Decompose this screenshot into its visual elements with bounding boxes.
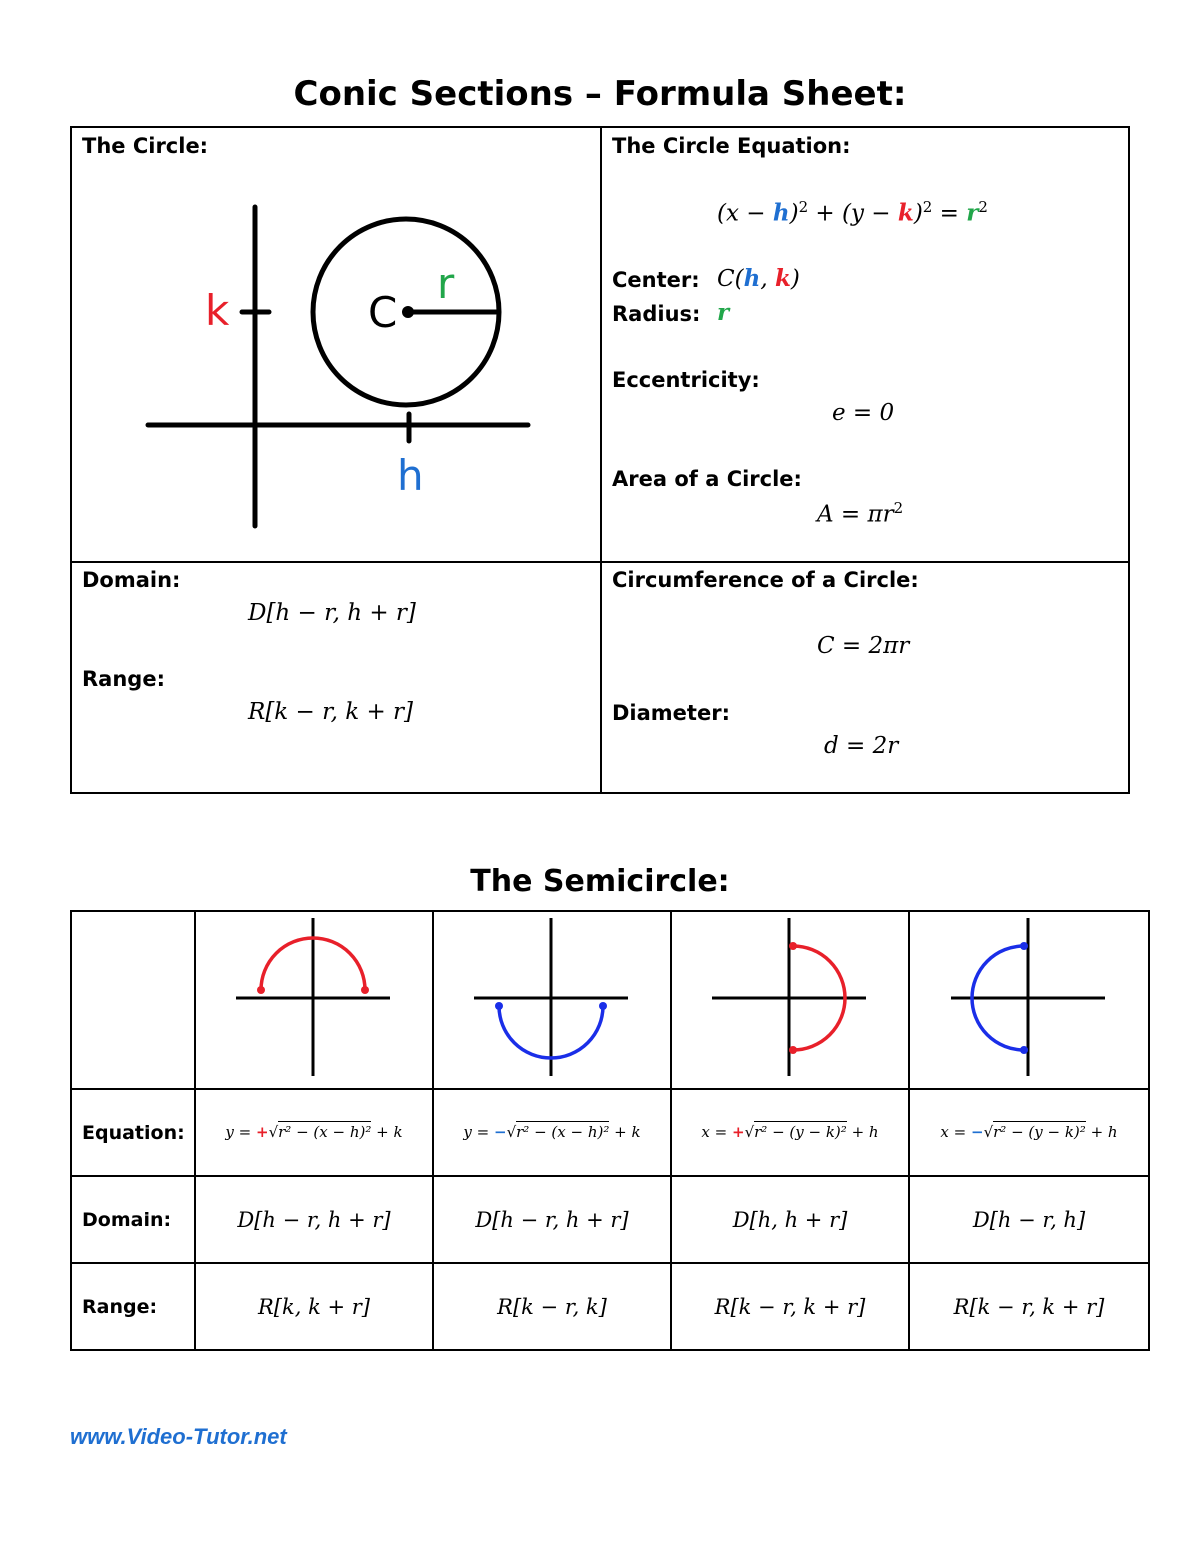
h-label: h xyxy=(397,451,424,500)
eq-part: ) xyxy=(913,200,923,227)
circle-heading: The Circle: xyxy=(82,134,209,158)
area-expr: A = πr xyxy=(817,501,894,528)
endpoint-dot xyxy=(1020,1046,1028,1054)
domain-row xyxy=(71,1176,1149,1263)
area-exp: 2 xyxy=(893,499,904,517)
circumference-value: C = 2πr xyxy=(817,633,910,659)
domain-row-label: Domain: xyxy=(71,1176,195,1263)
eq-exp: 2 xyxy=(798,198,809,216)
domain-value: D[h − r, h] xyxy=(972,1207,1086,1232)
domain-cell xyxy=(195,1176,433,1263)
eq-part: = xyxy=(932,200,967,227)
graph-cell xyxy=(433,911,671,1089)
graph-row xyxy=(71,911,1149,1089)
circle-formula-grid xyxy=(70,126,1130,794)
circle-equation xyxy=(717,198,988,227)
eccentricity-label: Eccentricity: xyxy=(612,368,760,392)
eq-exp: 2 xyxy=(922,198,933,216)
radius-label: Radius: xyxy=(612,302,701,326)
range-value: R[k − r, k + r] xyxy=(714,1294,866,1319)
diameter-label: Diameter: xyxy=(612,701,730,725)
graph-cell xyxy=(909,911,1149,1089)
semicircle-table xyxy=(70,910,1150,1351)
semicircle-graph-left xyxy=(911,912,1147,1083)
empty-header-cell xyxy=(71,911,195,1089)
semicircle-heading: The Semicircle: xyxy=(470,864,730,899)
equation-cell: y = −√r² − (x − h)² + k xyxy=(433,1089,671,1176)
center-k: k xyxy=(774,265,791,292)
domain-value: D[h, h + r] xyxy=(732,1207,848,1232)
grid-divider-horizontal xyxy=(72,561,1128,563)
endpoint-dot xyxy=(1020,942,1028,950)
area-label: Area of a Circle: xyxy=(612,467,802,491)
equation-cell: x = +√r² − (y − k)² + h xyxy=(671,1089,909,1176)
eq-part: (x − xyxy=(717,200,773,227)
eq-r: r xyxy=(966,199,979,227)
footer-link[interactable]: www.Video-Tutor.net xyxy=(70,1424,287,1449)
eq-tail: + h xyxy=(846,1123,879,1141)
center-part: C( xyxy=(717,266,744,292)
range-row-label: Range: xyxy=(71,1263,195,1350)
endpoint-dot xyxy=(789,1046,797,1054)
domain-cell xyxy=(909,1176,1149,1263)
range-cell xyxy=(195,1263,433,1350)
equation-row-label: Equation: xyxy=(71,1089,195,1176)
range-row xyxy=(71,1263,1149,1350)
radius-value: r xyxy=(717,299,730,326)
c-label: C xyxy=(368,288,398,337)
eq-part: + (y − xyxy=(808,200,898,227)
domain-label: Domain: xyxy=(82,568,181,592)
equation-cell: y = +√r² − (x − h)² + k xyxy=(195,1089,433,1176)
eq-k: k xyxy=(897,199,914,227)
eccentricity-value: e = 0 xyxy=(832,400,895,426)
endpoint-dot xyxy=(361,986,369,994)
eq-radicand: r² − (x − h)² xyxy=(278,1123,372,1141)
center-part: , xyxy=(760,266,775,292)
circumference-label: Circumference of a Circle: xyxy=(612,568,919,592)
eq-radicand: r² − (y − k)² xyxy=(754,1123,847,1141)
center-h: h xyxy=(743,265,761,292)
range-value: R[k − r, k] xyxy=(497,1294,607,1319)
center-label: Center: xyxy=(612,268,700,292)
k-label: k xyxy=(205,286,230,335)
area-value xyxy=(817,499,903,528)
eq-lhs: y = xyxy=(225,1123,256,1141)
center-dot xyxy=(402,306,414,318)
endpoint-dot xyxy=(599,1002,607,1010)
endpoint-dot xyxy=(789,942,797,950)
eq-lhs: x = xyxy=(940,1123,971,1141)
center-part: ) xyxy=(790,266,800,292)
endpoint-dot xyxy=(257,986,265,994)
eq-sign: − xyxy=(970,1123,984,1141)
eq-tail: + k xyxy=(371,1123,403,1141)
range-cell xyxy=(671,1263,909,1350)
eq-sign: + xyxy=(256,1123,269,1141)
eq-exp: 2 xyxy=(978,198,988,216)
equation-heading: The Circle Equation: xyxy=(612,134,851,158)
domain-value: D[h − r, h + r] xyxy=(248,600,416,626)
domain-cell xyxy=(671,1176,909,1263)
range-cell xyxy=(433,1263,671,1350)
domain-cell xyxy=(433,1176,671,1263)
semicircle-graph-lower xyxy=(434,912,670,1083)
eq-lhs: x = xyxy=(701,1123,732,1141)
eq-tail: + h xyxy=(1085,1123,1118,1141)
page-title: Conic Sections – Formula Sheet: xyxy=(293,74,907,114)
endpoint-dot xyxy=(495,1002,503,1010)
range-value: R[k, k + r] xyxy=(258,1294,370,1319)
semicircle-graph-right xyxy=(672,912,908,1083)
r-label: r xyxy=(437,259,455,308)
eq-sign: − xyxy=(494,1123,507,1141)
equation-cell: x = −√r² − (y − k)² + h xyxy=(909,1089,1149,1176)
domain-value: D[h − r, h + r] xyxy=(475,1207,629,1232)
eq-radicand: r² − (y − k)² xyxy=(993,1123,1086,1141)
range-cell xyxy=(909,1263,1149,1350)
graph-cell xyxy=(671,911,909,1089)
range-value: R[k − r, k + r] xyxy=(248,699,414,725)
grid-divider-vertical xyxy=(600,128,602,792)
center-value xyxy=(717,265,800,292)
diameter-value: d = 2r xyxy=(824,733,899,759)
graph-cell xyxy=(195,911,433,1089)
domain-value: D[h − r, h + r] xyxy=(237,1207,391,1232)
circle-diagram xyxy=(72,128,600,561)
range-label: Range: xyxy=(82,667,165,691)
semicircle-graph-upper xyxy=(196,912,432,1083)
eq-h: h xyxy=(772,199,790,227)
eq-lhs: y = xyxy=(463,1123,494,1141)
range-value: R[k − r, k + r] xyxy=(953,1294,1105,1319)
eq-tail: + k xyxy=(609,1123,641,1141)
equation-row xyxy=(71,1089,1149,1176)
eq-radicand: r² − (x − h)² xyxy=(516,1123,610,1141)
eq-part: ) xyxy=(789,200,799,227)
eq-sign: + xyxy=(731,1123,745,1141)
